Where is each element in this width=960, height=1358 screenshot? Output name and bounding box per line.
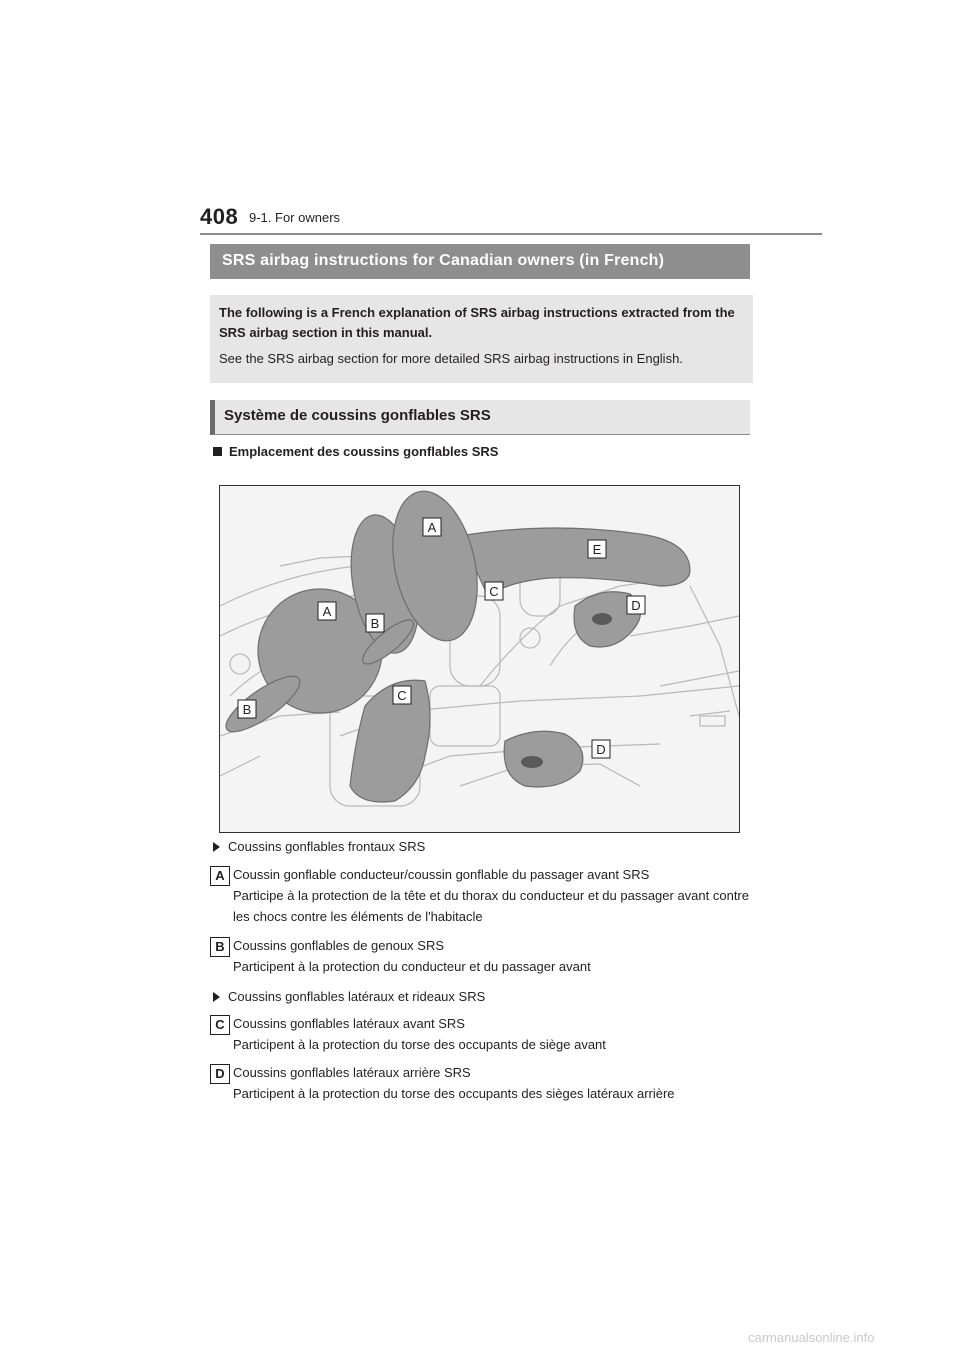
- label-c-upper: C: [489, 584, 499, 599]
- label-d-upper: D: [631, 598, 641, 613]
- item-b: [233, 935, 753, 977]
- intro-bold-text: The following is a French explanation of SRS airbag instructions extracted from the SRS airbag section in this manual.: [219, 305, 735, 340]
- label-a-top: A: [427, 520, 437, 535]
- item-d-name: Coussins gonflables latéraux arrière SRS: [233, 1065, 471, 1080]
- letter-badge-c: C: [210, 1015, 230, 1035]
- intro-normal-text: See the SRS airbag section for more detailed SRS airbag instructions in English.: [219, 351, 683, 366]
- label-d-lower: D: [596, 742, 606, 757]
- item-c-name: Coussins gonflables latéraux avant SRS: [233, 1016, 465, 1031]
- bullet-heading-text: Emplacement des coussins gonflables SRS: [229, 444, 499, 459]
- square-bullet-icon: [213, 447, 222, 456]
- item-b-name: Coussins gonflables de genoux SRS: [233, 938, 445, 953]
- footer-watermark: carmanualsonline.info: [748, 1330, 875, 1345]
- triangle-bullet-icon: [213, 992, 220, 1002]
- group-title-side: [213, 986, 485, 1007]
- group-title-frontal: [213, 836, 425, 857]
- item-b-desc: Participent à la protection du conducteur et du passager avant: [233, 959, 591, 974]
- item-a: [233, 864, 753, 927]
- item-a-name: Coussin gonflable conducteur/coussin gonflable du passager avant SRS: [233, 867, 650, 882]
- label-a-left: A: [322, 604, 332, 619]
- label-c-lower: C: [397, 688, 407, 703]
- header-rule: [200, 233, 822, 235]
- label-b-upper: B: [370, 616, 380, 631]
- group-title-text: Coussins gonflables latéraux et rideaux SRS: [228, 989, 486, 1004]
- airbag-illustration: [219, 485, 740, 833]
- item-d: [233, 1062, 763, 1104]
- bullet-heading: [213, 444, 498, 459]
- item-c: [233, 1013, 753, 1055]
- section-label: 9-1. For owners: [249, 210, 341, 225]
- airbag-diagram: [220, 486, 739, 832]
- group-title-text: Coussins gonflables frontaux SRS: [228, 839, 426, 854]
- item-a-desc: Participe à la protection de la tête et du thorax du conducteur et du passager avant contre les chocs contre les éléments de l'habitacle: [233, 888, 749, 924]
- label-e: E: [592, 542, 602, 557]
- page-title: SRS airbag instructions for Canadian owners (in French): [210, 244, 750, 279]
- item-c-desc: Participent à la protection du torse des occupants de siège avant: [233, 1037, 606, 1052]
- letter-badge-d: D: [210, 1064, 230, 1084]
- letter-badge-a: A: [210, 866, 230, 886]
- subheading: Système de coussins gonflables SRS: [210, 400, 750, 435]
- label-b-lower: B: [242, 702, 252, 717]
- item-d-desc: Participent à la protection du torse des occupants des sièges latéraux arrière: [233, 1086, 675, 1101]
- page-number: 408: [200, 204, 239, 229]
- letter-badge-b: B: [210, 937, 230, 957]
- triangle-bullet-icon: [213, 842, 220, 852]
- intro-box: [210, 295, 753, 383]
